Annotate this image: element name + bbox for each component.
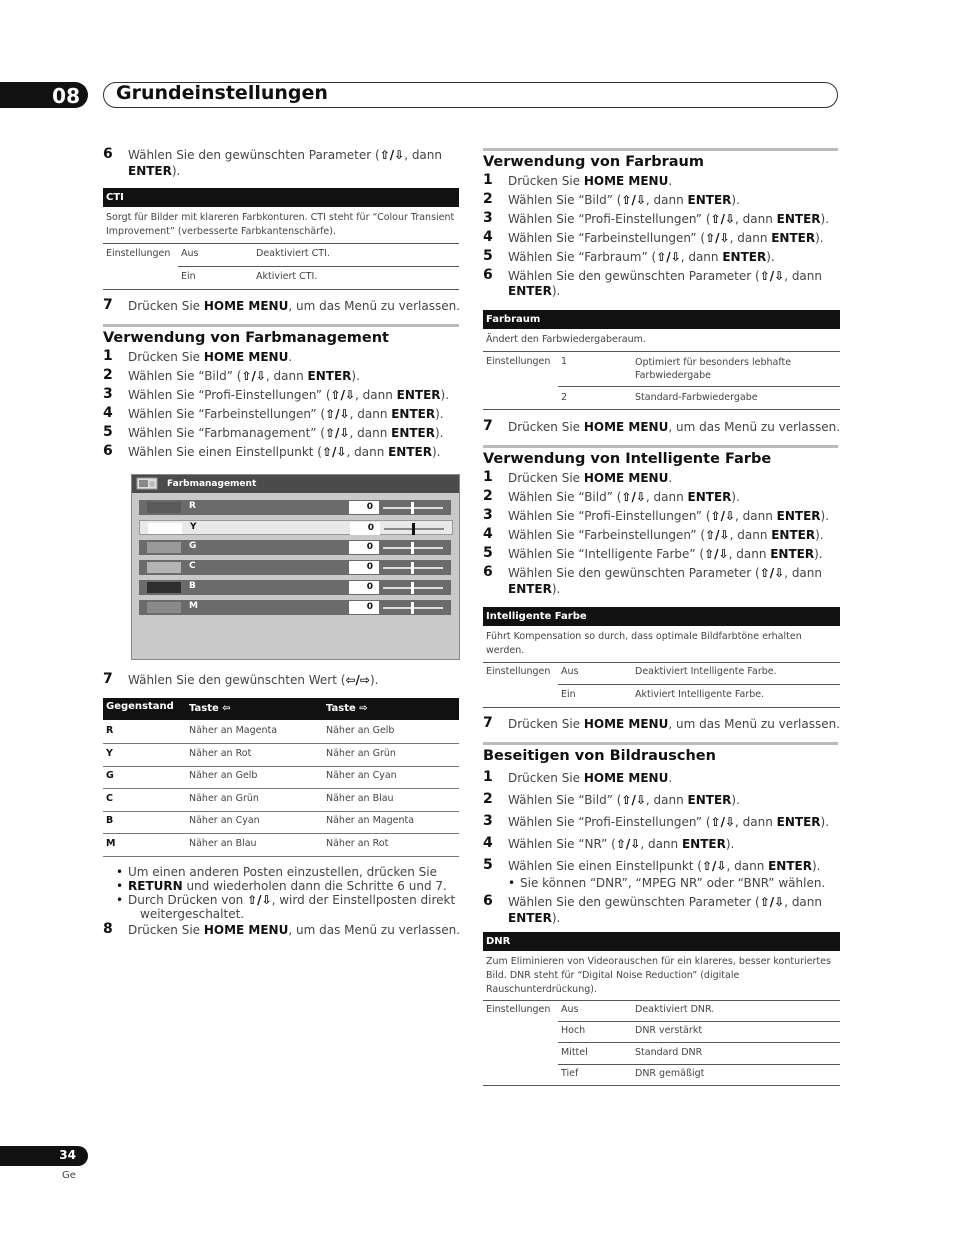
osd-row-value: 0: [349, 601, 379, 614]
chapter-tab: [0, 82, 88, 108]
farbraum-table: Farbraum Ändert den Farbwiedergaberaum.: [483, 310, 840, 347]
osd-row[interactable]: [139, 560, 451, 575]
osd-row-value: 0: [349, 501, 379, 514]
dnr-description: DNR gemäßigt: [635, 1067, 705, 1079]
color-swatch: [147, 502, 181, 513]
dnr-setting: Aus: [561, 1004, 579, 1015]
osd-slider[interactable]: [383, 567, 443, 569]
osd-row-label: M: [189, 601, 198, 611]
tv-menu-icon: [136, 477, 160, 491]
osd-slider-knob[interactable]: [412, 523, 415, 535]
dnr-setting: Tief: [561, 1067, 579, 1079]
osd-slider-knob[interactable]: [411, 582, 414, 594]
color-swatch: [147, 562, 181, 573]
section-heading-farbmanagement: Verwendung von Farbmanagement: [103, 324, 459, 346]
dnr-description: Deaktiviert DNR.: [635, 1004, 715, 1015]
osd-row[interactable]: [139, 500, 451, 515]
osd-row[interactable]: [139, 580, 451, 595]
chapter-number: 08: [52, 84, 80, 108]
cti-table: [103, 188, 459, 239]
table-row: C Näher an Grün Näher an Blau: [103, 792, 459, 814]
osd-slider[interactable]: [383, 547, 443, 549]
section-heading-bildrauschen: Beseitigen von Bildrauschen: [483, 742, 838, 764]
osd-row-label: Y: [190, 522, 197, 532]
osd-row-value: 0: [349, 541, 379, 554]
osd-row-value: 0: [349, 581, 379, 594]
osd-row[interactable]: [139, 600, 451, 615]
table-row: R Näher an Magenta Näher an Gelb: [103, 724, 459, 746]
osd-row-label: B: [189, 581, 196, 591]
page-number: 34: [59, 1148, 76, 1162]
section-heading-intelligente-farbe: Verwendung von Intelligente Farbe: [483, 445, 838, 467]
dnr-description: DNR verstärkt: [635, 1025, 703, 1037]
osd-row[interactable]: [139, 540, 451, 555]
osd-slider-knob[interactable]: [411, 562, 414, 574]
table-row: Y Näher an Rot Näher an Grün: [103, 747, 459, 769]
osd-row-label: G: [189, 541, 197, 551]
osd-row[interactable]: [139, 520, 453, 535]
page-header: [103, 82, 838, 108]
dnr-setting: Hoch: [561, 1025, 586, 1037]
osd-slider[interactable]: [383, 587, 443, 589]
osd-slider[interactable]: [383, 507, 443, 509]
section-heading-farbraum: Verwendung von Farbraum: [483, 148, 838, 170]
osd-row-label: C: [189, 561, 196, 571]
osd-title: Farbmanagement: [167, 479, 257, 489]
table-row: B Näher an Cyan Näher an Magenta: [103, 814, 459, 836]
osd-row-value: 0: [349, 561, 379, 574]
page-number-tab: [0, 1146, 88, 1166]
farbmanagement-osd: [131, 474, 460, 660]
table-row: M Näher an Blau Näher an Rot: [103, 837, 459, 859]
language-code: Ge: [62, 1170, 76, 1181]
dnr-setting: Mittel: [561, 1046, 588, 1058]
osd-slider[interactable]: [383, 607, 443, 609]
osd-slider[interactable]: [384, 528, 444, 530]
cti-description: Sorgt für Bilder mit klareren Farbkonturen. CTI steht für “Colour Transient Improvement” (verbesserte Farbkantenschärfe).: [106, 212, 455, 237]
dnr-description: Standard DNR: [635, 1046, 703, 1058]
intelligente-farbe-table: Intelligente Farbe Führt Kompensation so durch, dass optimale Bildfarbtöne erhalten werden.: [483, 607, 840, 658]
cti-table-title: CTI: [103, 188, 459, 207]
color-swatch: [147, 582, 181, 593]
taste-table-header: Gegenstand Taste ⇦ Taste ⇨: [103, 698, 459, 720]
color-swatch: [147, 542, 181, 553]
osd-slider-knob[interactable]: [411, 602, 414, 614]
osd-slider-knob[interactable]: [411, 502, 414, 514]
dnr-table: DNR Zum Eliminieren von Videorauschen für ein klareres, besser konturiertes Bild. DNR steht für “Digital Noise Reduction” (digitale Rauschunterdrückung).: [483, 932, 840, 997]
osd-row-label: R: [189, 501, 196, 511]
table-row: G Näher an Gelb Näher an Cyan: [103, 769, 459, 791]
osd-row-value: 0: [350, 522, 380, 535]
osd-slider-knob[interactable]: [411, 542, 414, 554]
color-swatch: [148, 523, 182, 534]
page-title: Grundeinstellungen: [116, 82, 328, 104]
color-swatch: [147, 602, 181, 613]
